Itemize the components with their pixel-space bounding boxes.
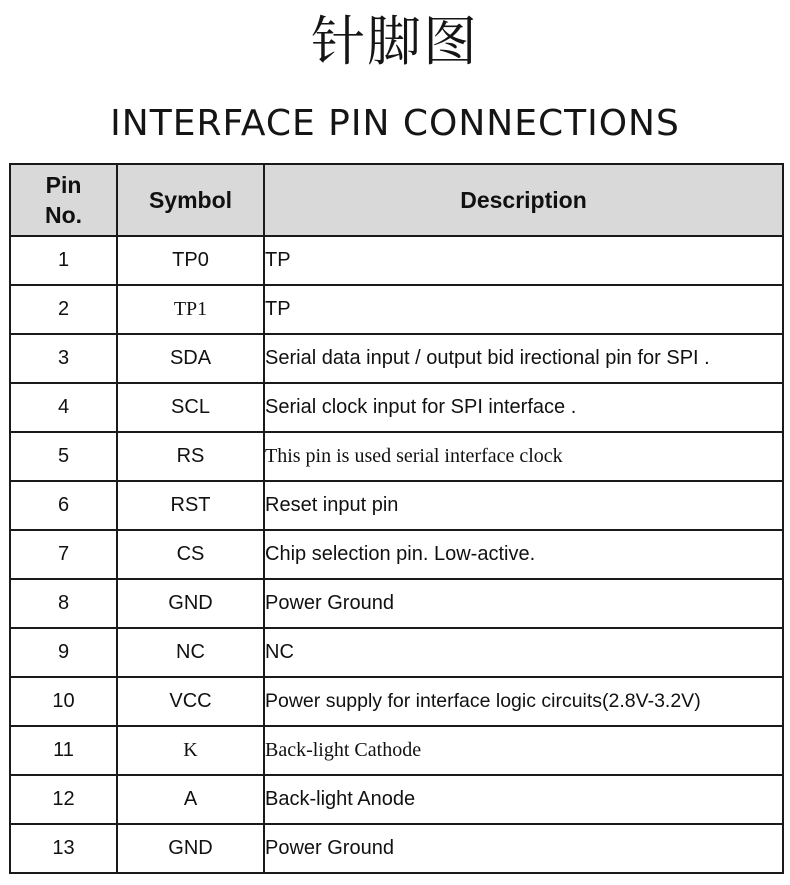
table-row bbox=[10, 481, 783, 530]
table-row bbox=[10, 383, 783, 432]
table-row bbox=[10, 530, 783, 579]
pin-symbol: RS bbox=[117, 432, 264, 481]
pin-number: 10 bbox=[10, 677, 117, 726]
pin-symbol: TP0 bbox=[117, 236, 264, 285]
pin-description: This pin is used serial interface clock bbox=[264, 432, 783, 481]
header-pin-line1: Pin bbox=[45, 172, 82, 198]
pin-symbol: SCL bbox=[117, 383, 264, 432]
pin-symbol: SDA bbox=[117, 334, 264, 383]
pin-description: Power Ground bbox=[264, 579, 783, 628]
pin-table bbox=[9, 163, 784, 874]
pin-number: 7 bbox=[10, 530, 117, 579]
pin-symbol: TP1 bbox=[117, 285, 264, 334]
pin-description: Chip selection pin. Low-active. bbox=[264, 530, 783, 579]
table-header-row bbox=[10, 164, 783, 236]
table-row bbox=[10, 432, 783, 481]
pin-description: Serial clock input for SPI interface . bbox=[264, 383, 783, 432]
header-pin-line2: No. bbox=[44, 202, 83, 228]
pin-description: TP bbox=[264, 285, 783, 334]
table-row bbox=[10, 579, 783, 628]
page-title: INTERFACE PIN CONNECTIONS bbox=[110, 103, 680, 144]
pin-number: 4 bbox=[10, 383, 117, 432]
pin-description: Reset input pin bbox=[264, 481, 783, 530]
header-symbol: Symbol bbox=[117, 164, 264, 236]
pin-description: TP bbox=[264, 236, 783, 285]
pin-number: 5 bbox=[10, 432, 117, 481]
pin-symbol: GND bbox=[117, 824, 264, 873]
pin-symbol: CS bbox=[117, 530, 264, 579]
pin-symbol: A bbox=[117, 775, 264, 824]
pin-number: 3 bbox=[10, 334, 117, 383]
pin-symbol: RST bbox=[117, 481, 264, 530]
table-row bbox=[10, 726, 783, 775]
page-title-chinese: 针脚图 bbox=[311, 10, 479, 73]
pin-number: 6 bbox=[10, 481, 117, 530]
pin-description: Power Ground bbox=[264, 824, 783, 873]
pin-description: Back-light Anode bbox=[264, 775, 783, 824]
header-description: Description bbox=[264, 164, 783, 236]
header-pin-no bbox=[10, 164, 117, 236]
table-row bbox=[10, 775, 783, 824]
pin-description: NC bbox=[264, 628, 783, 677]
pin-number: 11 bbox=[10, 726, 117, 775]
pin-number: 9 bbox=[10, 628, 117, 677]
pin-number: 8 bbox=[10, 579, 117, 628]
table-row bbox=[10, 285, 783, 334]
table-row bbox=[10, 824, 783, 873]
pin-description: Serial data input / output bid irectional pin for SPI . bbox=[264, 334, 783, 383]
pin-symbol: VCC bbox=[117, 677, 264, 726]
pin-number: 13 bbox=[10, 824, 117, 873]
table-row bbox=[10, 677, 783, 726]
pin-symbol: K bbox=[117, 726, 264, 775]
table-row bbox=[10, 236, 783, 285]
pin-number: 12 bbox=[10, 775, 117, 824]
pin-description: Back-light Cathode bbox=[264, 726, 783, 775]
pin-symbol: NC bbox=[117, 628, 264, 677]
pin-number: 1 bbox=[10, 236, 117, 285]
table-row bbox=[10, 334, 783, 383]
pin-number: 2 bbox=[10, 285, 117, 334]
table-row bbox=[10, 628, 783, 677]
pin-symbol: GND bbox=[117, 579, 264, 628]
pin-description: Power supply for interface logic circuits(2.8V-3.2V) bbox=[264, 677, 783, 726]
